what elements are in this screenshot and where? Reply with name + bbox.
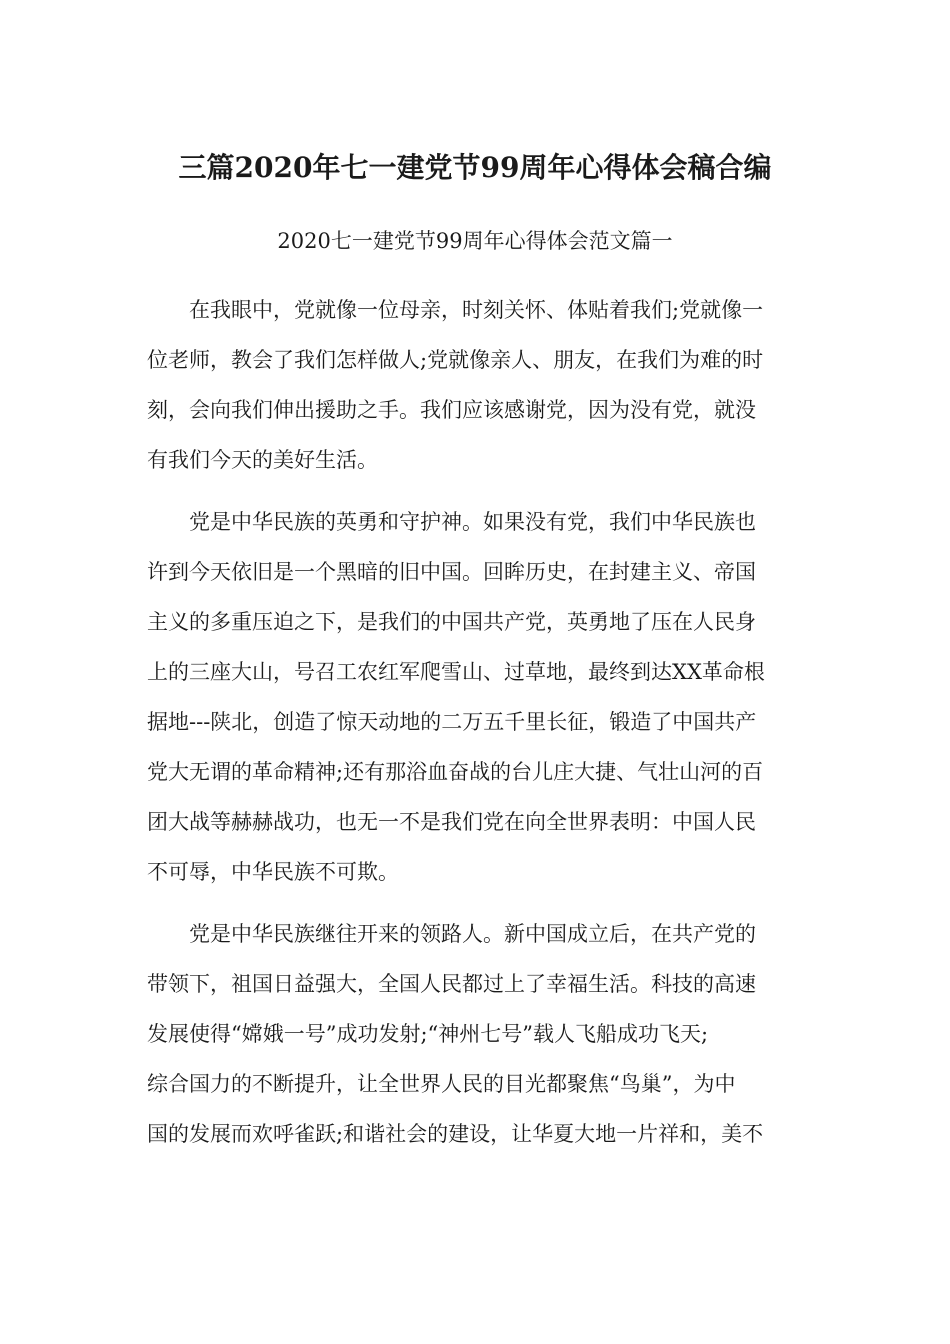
paragraph-3 [147, 909, 807, 1159]
paragraph-line: 在我眼中，党就像一位母亲，时刻关怀、体贴着我们;党就像一 [189, 298, 764, 322]
document-subtitle: 2020七一建党节99周年心得体会范文篇一 [277, 229, 673, 253]
paragraph-line: 据地---陕北，创造了惊天动地的二万五千里长征，锻造了中国共产 [147, 710, 757, 734]
paragraph-line: 许到今天依旧是一个黑暗的旧中国。回眸历史，在封建主义、帝国 [147, 560, 756, 584]
paragraph-line: 刻，会向我们伸出援助之手。我们应该感谢党，因为没有党，就没 [147, 398, 756, 422]
paragraph-line: 国的发展而欢呼雀跃;和谐社会的建设，让华夏大地一片祥和，美不 [147, 1122, 764, 1146]
paragraph-line: 不可辱，中华民族不可欺。 [147, 860, 399, 884]
paragraph-2 [147, 497, 807, 897]
paragraph-line: 团大战等赫赫战功，也无一不是我们党在向全世界表明：中国人民 [147, 810, 756, 834]
paragraph-line: 主义的多重压迫之下，是我们的中国共产党，英勇地了压在人民身 [147, 610, 756, 634]
paragraph-line: 带领下，祖国日益强大，全国人民都过上了幸福生活。科技的高速 [147, 972, 756, 996]
paragraph-line: 有我们今天的美好生活。 [147, 448, 378, 472]
paragraph-1 [147, 285, 807, 485]
paragraph-line: 党大无谓的革命精神;还有那浴血奋战的台儿庄大捷、气壮山河的百 [147, 760, 764, 784]
paragraph-line: 党是中华民族的英勇和守护神。如果没有党，我们中华民族也 [189, 510, 756, 534]
paragraph-line: 位老师，教会了我们怎样做人;党就像亲人、朋友，在我们为难的时 [147, 348, 764, 372]
document-title: 三篇2020年七一建党节99周年心得体会稿合编 [178, 151, 772, 184]
paragraph-line: 上的三座大山，号召工农红军爬雪山、过草地，最终到达XX革命根 [147, 660, 765, 684]
paragraph-line: 发展使得“嫦娥一号”成功发射;“神州七号”载人飞船成功飞天; [147, 1022, 709, 1046]
paragraph-line: 综合国力的不断提升，让全世界人民的目光都聚焦“鸟巢”，为中 [147, 1072, 736, 1096]
paragraph-line: 党是中华民族继往开来的领路人。新中国成立后，在共产党的 [189, 922, 756, 946]
